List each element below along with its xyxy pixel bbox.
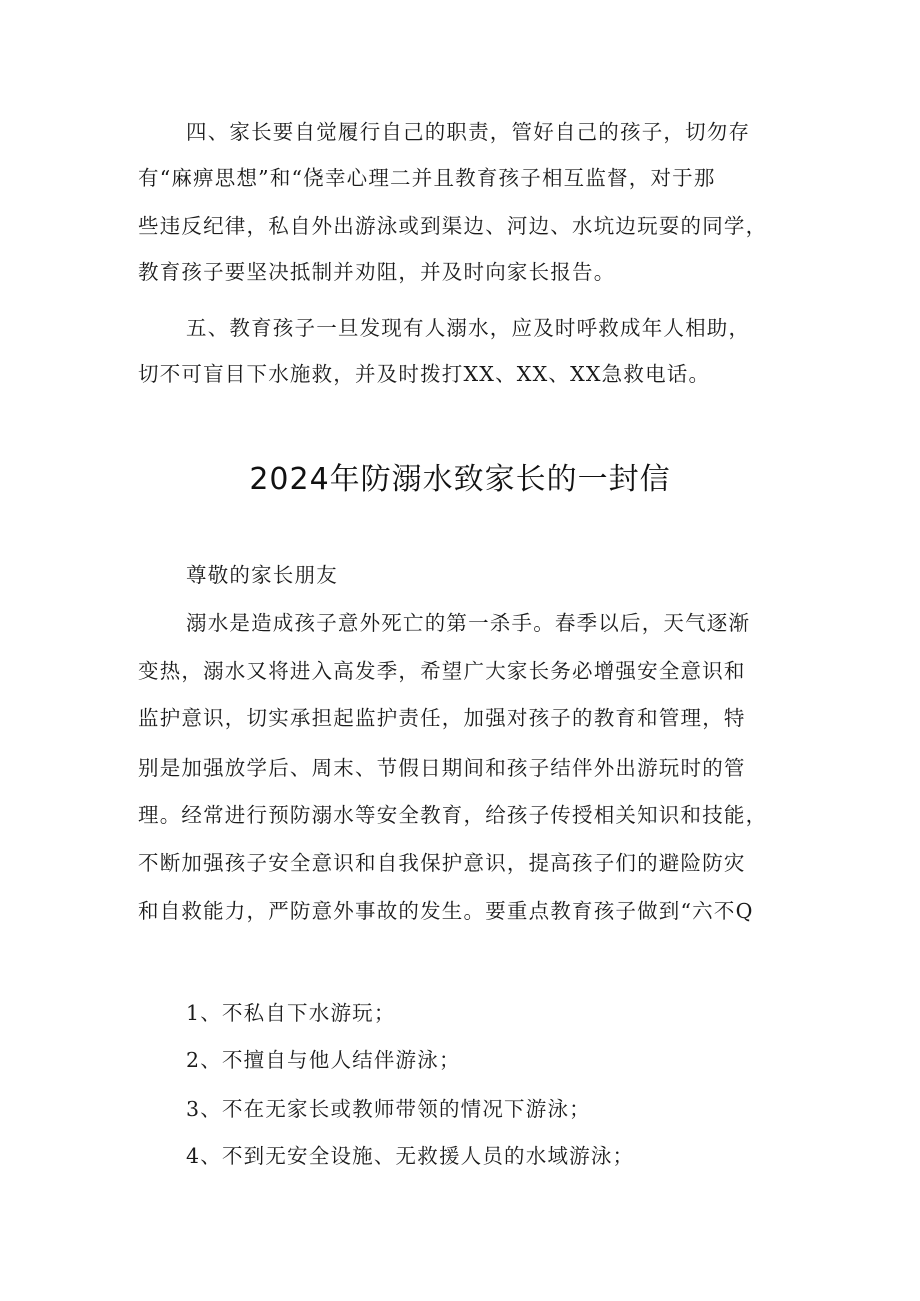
rule-item-3: 3、不在无家长或教师带领的情况下游泳；: [186, 1097, 591, 1121]
rule-item-2: 2、不擅自与他人结伴游泳；: [186, 1048, 461, 1072]
paragraph-four-line-4: 教育孩子要坚决抵制并劝阻，并及时向家长报告。: [138, 260, 616, 284]
paragraph-four-line-1: 四、家长要自觉履行自己的职责，管好自己的孩子，切勿存: [186, 120, 751, 144]
letter-salutation: 尊敬的家长朋友: [186, 563, 338, 587]
letter-title: 2024年防溺水致家长的一封信: [249, 462, 671, 497]
intro-line-5: 理。经常进行预防溺水等安全教育，给孩子传授相关知识和技能，: [138, 803, 768, 827]
paragraph-five-line-1: 五、教育孩子一旦发现有人溺水，应及时呼救成年人相助，: [186, 316, 751, 340]
intro-line-1: 溺水是造成孩子意外死亡的第一杀手。春季以后，天气逐渐: [186, 611, 751, 635]
intro-line-6: 不断加强孩子安全意识和自我保护意识，提高孩子们的避险防灾: [138, 851, 746, 875]
rule-item-1: 1、不私自下水游玩；: [186, 1001, 396, 1025]
paragraph-four-line-2: 有“麻痹思想”和“侥幸心理二并且教育孩子相互监督，对于那: [138, 166, 716, 190]
paragraph-five-line-2: 切不可盲目下水施救，并及时拨打XX、XX、XX急救电话。: [138, 362, 711, 386]
intro-line-3: 监护意识，切实承担起监护责任，加强对孩子的教育和管理，特: [138, 706, 746, 730]
intro-line-7: 和自救能力，严防意外事故的发生。要重点教育孩子做到“六不Q: [138, 899, 754, 923]
paragraph-four-line-3: 些违反纪律，私自外出游泳或到渠边、河边、水坑边玩耍的同学，: [138, 214, 768, 238]
rule-item-4: 4、不到无安全设施、无救援人员的水域游泳；: [186, 1144, 635, 1168]
intro-line-2: 变热，溺水又将进入高发季，希望广大家长务必增强安全意识和: [138, 659, 746, 683]
intro-line-4: 别是加强放学后、周末、节假日期间和孩子结伴外出游玩时的管: [138, 756, 746, 780]
